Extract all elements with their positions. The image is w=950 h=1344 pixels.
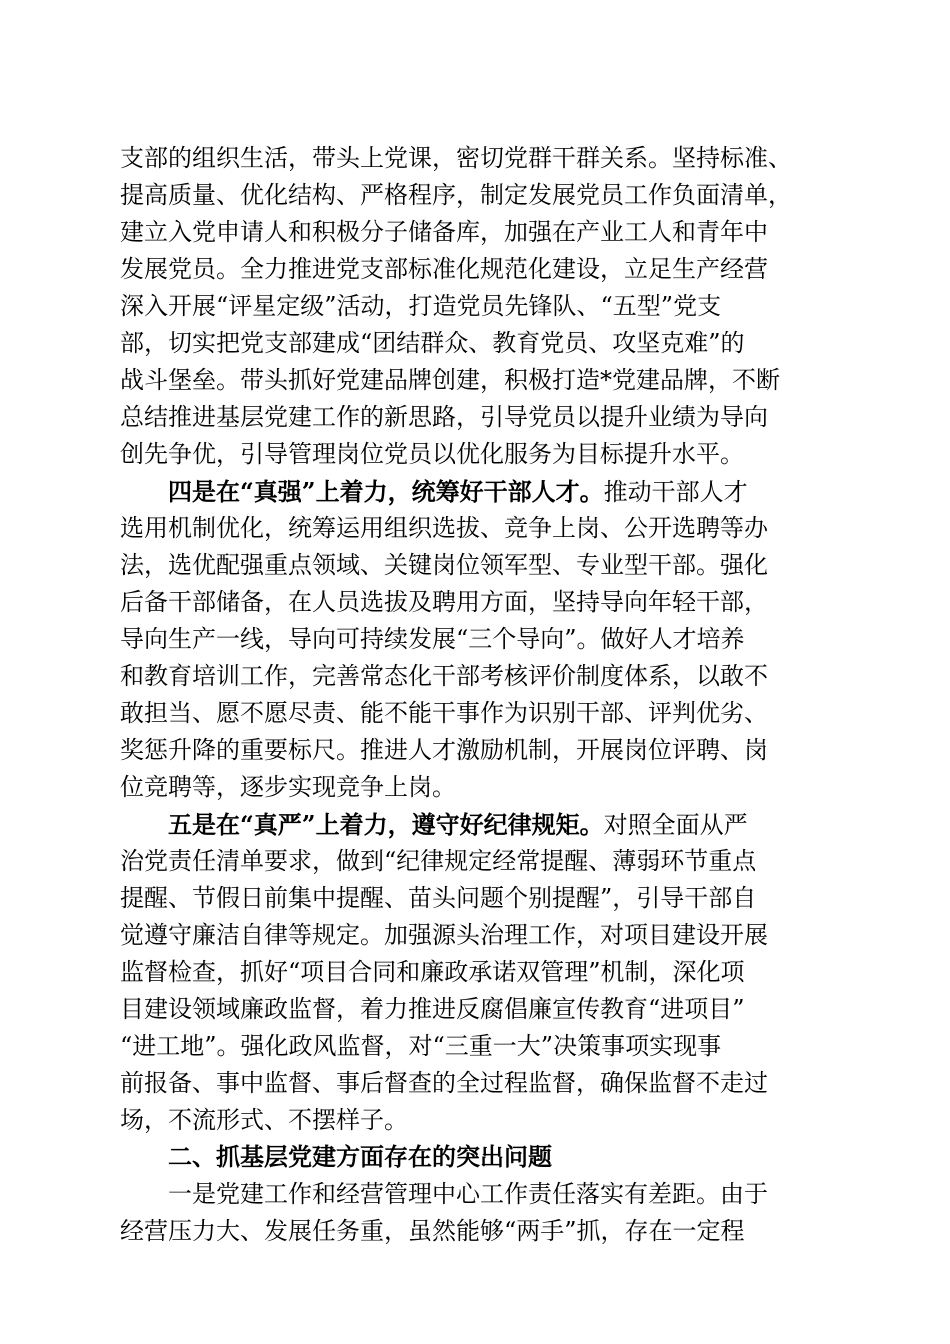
text-line-first xyxy=(120,806,828,843)
paragraph-lead: 四是在“真强”上着力，统筹好干部人才。 xyxy=(168,477,604,506)
text-line: 敢担当、愿不愿尽责、能不能干事作为识别干部、评判优劣、 xyxy=(120,699,768,727)
text-line: 建立入党申请人和积极分子储备库，加强在产业工人和青年中 xyxy=(120,218,768,246)
text-line: 部，切实把党支部建成“团结群众、教育党员、攻坚克难”的 xyxy=(120,329,745,357)
paragraph-lead: 五是在“真严”上着力，遵守好纪律规矩。 xyxy=(168,810,604,839)
document-body xyxy=(120,140,828,1250)
section-heading-text: 二、抓基层党建方面存在的突出问题 xyxy=(168,1143,552,1171)
text-line-first: 一是党建工作和经营管理中心工作责任落实有差距。由于 xyxy=(168,1180,768,1208)
text-line: 觉遵守廉洁自律等规定。加强源头治理工作，对项目建设开展 xyxy=(120,921,768,949)
text-line: 提高质量、优化结构、严格程序，制定发展党员工作负面清单， xyxy=(120,181,792,209)
text-line: 法，选优配强重点领域、关键岗位领军型、专业型干部。强化 xyxy=(120,551,768,579)
text-run: 对照全面从严 xyxy=(603,811,748,839)
text-line: 场，不流形式、不摆样子。 xyxy=(120,1106,408,1134)
text-line: 奖惩升降的重要标尺。推进人才激励机制，开展岗位评聘、岗 xyxy=(120,736,768,764)
text-line: 监督检查，抓好“项目合同和廉政承诺双管理”机制，深化项 xyxy=(120,958,745,986)
text-line: 位竞聘等，逐步实现竞争上岗。 xyxy=(120,773,456,801)
text-line: 战斗堡垒。带头抓好党建品牌创建，积极打造*党建品牌，不断 xyxy=(120,366,780,394)
text-line-first xyxy=(120,473,828,510)
text-line: 导向生产一线，导向可持续发展“三个导向”。做好人才培养 xyxy=(120,625,745,653)
text-line: 支部的组织生活，带头上党课，密切党群干群关系。坚持标准、 xyxy=(120,144,792,172)
text-run: 推动干部人才 xyxy=(603,478,748,506)
section-heading xyxy=(120,1139,828,1176)
paragraph-discipline xyxy=(120,806,828,1139)
text-line: 选用机制优化，统筹运用组织选拔、竞争上岗、公开选聘等办 xyxy=(120,514,768,542)
text-line: 总结推进基层党建工作的新思路，引导党员以提升业绩为导向 xyxy=(120,403,768,431)
text-line: 和教育培训工作，完善常态化干部考核评价制度体系，以敢不 xyxy=(120,662,768,690)
text-line: 提醒、节假日前集中提醒、苗头问题个别提醒”，引导干部自 xyxy=(120,884,757,912)
text-line: 前报备、事中监督、事后督查的全过程监督，确保监督不走过 xyxy=(120,1069,768,1097)
text-line: 目建设领域廉政监督，着力推进反腐倡廉宣传教育“进项目” xyxy=(120,995,745,1023)
text-line: 后备干部储备，在人员选拔及聘用方面，坚持导向年轻干部， xyxy=(120,588,768,616)
text-line: 经营压力大、发展任务重，虽然能够“两手”抓，存在一定程 xyxy=(120,1217,745,1245)
text-line: “进工地”。强化政风监督，对“三重一大”决策事项实现事 xyxy=(120,1032,722,1060)
paragraph-party-branch xyxy=(120,140,828,473)
paragraph-talent xyxy=(120,473,828,806)
text-line: 深入开展“评星定级”活动，打造党员先锋队、“五型”党支 xyxy=(120,292,722,320)
text-line: 治党责任清单要求，做到“纪律规定经常提醒、薄弱环节重点 xyxy=(120,847,757,875)
text-line: 创先争优，引导管理岗位党员以优化服务为目标提升水平。 xyxy=(120,440,744,468)
paragraph-problem-one xyxy=(120,1176,828,1250)
text-line: 发展党员。全力推进党支部标准化规范化建设，立足生产经营 xyxy=(120,255,768,283)
